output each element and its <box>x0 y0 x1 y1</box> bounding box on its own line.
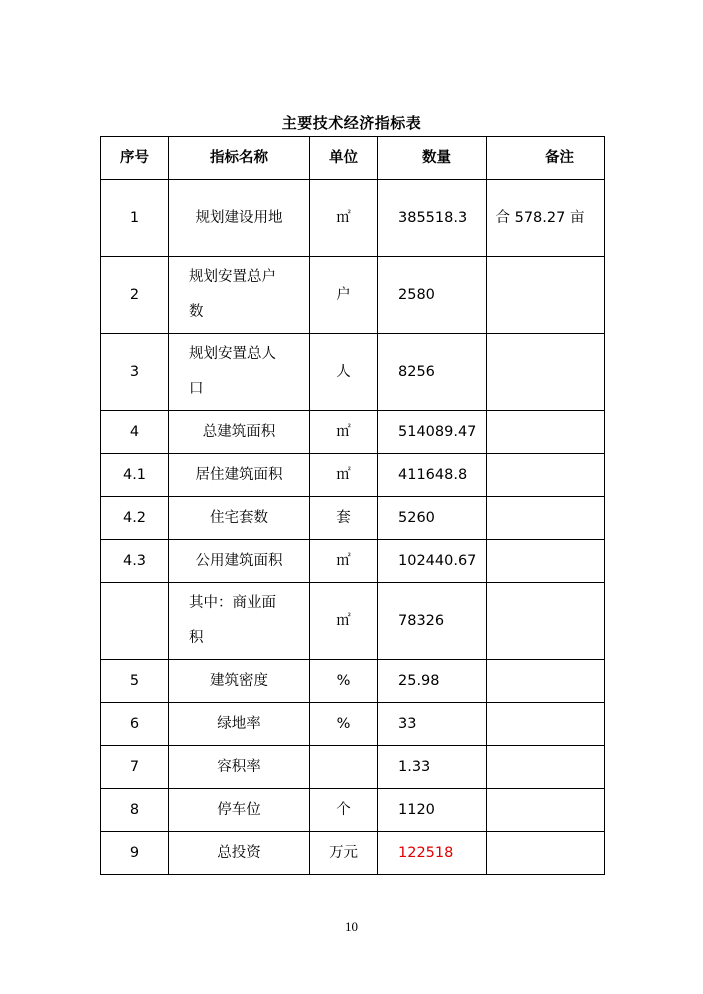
table-row <box>101 540 605 583</box>
row-seq: 4.1 <box>101 454 169 497</box>
row-name: 容积率 <box>169 746 310 789</box>
indicator-table <box>100 136 605 875</box>
row-unit: ㎡ <box>310 180 378 257</box>
row-qty: 514089.47 <box>378 411 487 454</box>
row-note <box>487 789 605 832</box>
table-row <box>101 583 605 660</box>
row-qty: 1120 <box>378 789 487 832</box>
row-note <box>487 180 605 257</box>
row-seq: 4.3 <box>101 540 169 583</box>
row-seq <box>101 583 169 660</box>
row-unit: 人 <box>310 334 378 411</box>
row-unit: 套 <box>310 497 378 540</box>
row-seq: 4.2 <box>101 497 169 540</box>
row-note <box>487 257 605 334</box>
row-qty: 385518.3 <box>378 180 487 257</box>
page-number: 10 <box>345 919 358 934</box>
table-row <box>101 660 605 703</box>
header-seq: 序号 <box>101 137 169 180</box>
header-note: 备注 <box>487 137 605 180</box>
row-name: 住宅套数 <box>169 497 310 540</box>
row-note <box>487 454 605 497</box>
row-name-text: 规划安置总户数 <box>189 269 276 320</box>
row-seq: 8 <box>101 789 169 832</box>
row-note <box>487 832 605 875</box>
row-name: 建筑密度 <box>169 660 310 703</box>
row-seq: 1 <box>101 180 169 257</box>
row-unit: % <box>310 660 378 703</box>
row-qty: 78326 <box>378 583 487 660</box>
row-name: 规划建设用地 <box>169 180 310 257</box>
row-name: 总建筑面积 <box>169 411 310 454</box>
header-unit: 单位 <box>310 137 378 180</box>
row-name <box>169 257 310 334</box>
row-name: 公用建筑面积 <box>169 540 310 583</box>
row-name: 总投资 <box>169 832 310 875</box>
table-row <box>101 789 605 832</box>
row-unit: ㎡ <box>310 454 378 497</box>
row-unit: ㎡ <box>310 540 378 583</box>
row-note <box>487 334 605 411</box>
row-note <box>487 660 605 703</box>
row-name: 绿地率 <box>169 703 310 746</box>
row-qty: 25.98 <box>378 660 487 703</box>
row-seq: 2 <box>101 257 169 334</box>
table-row <box>101 703 605 746</box>
row-name-text: 规划安置总人口 <box>189 346 276 397</box>
row-name <box>169 334 310 411</box>
row-note <box>487 703 605 746</box>
row-note <box>487 497 605 540</box>
row-seq: 7 <box>101 746 169 789</box>
table-row <box>101 334 605 411</box>
table-row <box>101 497 605 540</box>
row-seq: 3 <box>101 334 169 411</box>
table-row <box>101 180 605 257</box>
row-note <box>487 746 605 789</box>
row-unit: 个 <box>310 789 378 832</box>
row-qty: 1.33 <box>378 746 487 789</box>
table-row <box>101 832 605 875</box>
row-qty: 5260 <box>378 497 487 540</box>
row-qty: 33 <box>378 703 487 746</box>
row-unit: ㎡ <box>310 583 378 660</box>
table-row <box>101 454 605 497</box>
header-qty: 数量 <box>378 137 487 180</box>
row-seq: 6 <box>101 703 169 746</box>
header-row <box>101 137 605 180</box>
row-name <box>169 583 310 660</box>
header-name: 指标名称 <box>169 137 310 180</box>
row-name: 停车位 <box>169 789 310 832</box>
row-name-text: 其中：商业面积 <box>189 595 276 646</box>
table-title: 主要技术经济指标表 <box>281 114 422 132</box>
table-row <box>101 746 605 789</box>
row-qty: 2580 <box>378 257 487 334</box>
table-row <box>101 257 605 334</box>
row-seq: 5 <box>101 660 169 703</box>
row-unit: 户 <box>310 257 378 334</box>
table-row <box>101 411 605 454</box>
row-note-text: 合 578.27 亩 <box>495 209 585 226</box>
row-qty: 102440.67 <box>378 540 487 583</box>
row-seq: 4 <box>101 411 169 454</box>
row-note <box>487 583 605 660</box>
row-note <box>487 411 605 454</box>
row-qty-highlighted: 122518 <box>378 832 487 875</box>
row-seq: 9 <box>101 832 169 875</box>
row-unit: 万元 <box>310 832 378 875</box>
row-name: 居住建筑面积 <box>169 454 310 497</box>
row-note <box>487 540 605 583</box>
row-qty: 411648.8 <box>378 454 487 497</box>
row-unit <box>310 746 378 789</box>
row-unit: ㎡ <box>310 411 378 454</box>
row-unit: % <box>310 703 378 746</box>
row-qty: 8256 <box>378 334 487 411</box>
